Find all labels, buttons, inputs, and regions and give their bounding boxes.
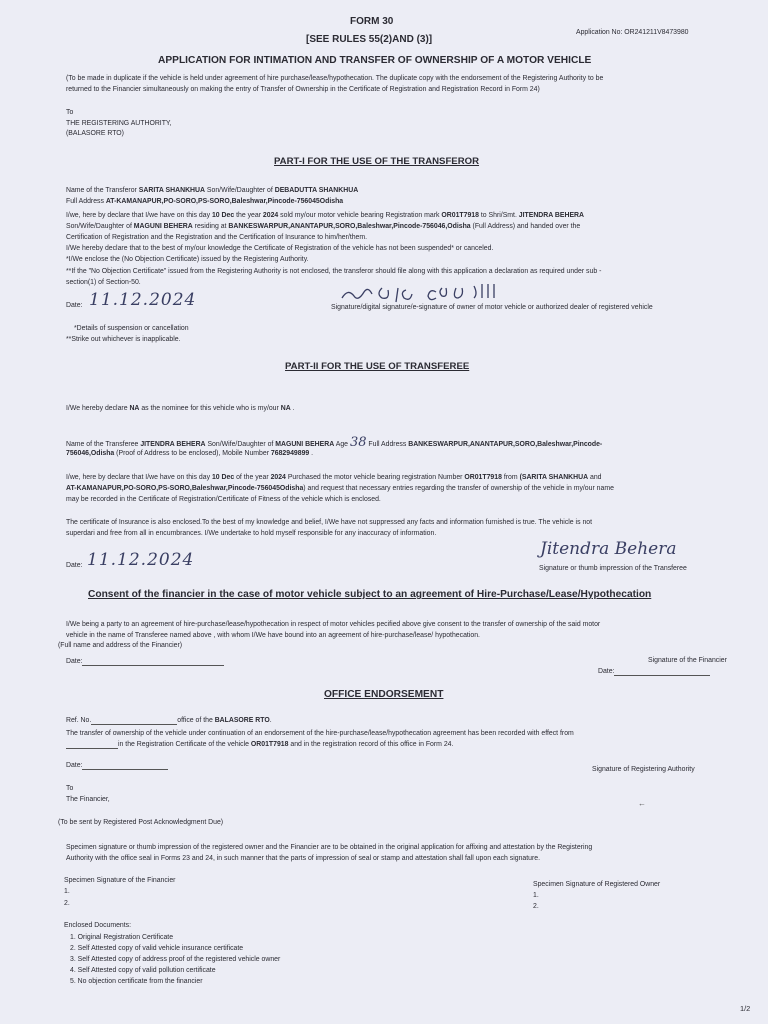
office-ref-blank	[91, 716, 177, 725]
specimen-financier-1: 1.	[64, 888, 70, 895]
enclosed-heading: Enclosed Documents:	[64, 922, 132, 929]
part2-insurance-line-1: The certificate of Insurance is also enclosed.To the best of my knowledge and belief, I/We have not suppressed any facts and information furnished is true. The vehicle is not	[66, 519, 593, 526]
enclosed-item: 2. Self Attested copy of valid vehicle insurance certificate	[70, 945, 244, 952]
part1-heading: PART-I FOR THE USE OF THE TRANSFEROR	[274, 156, 480, 167]
office-heading: OFFICE ENDORSEMENT	[324, 689, 444, 700]
consent-date-2-blank	[614, 667, 710, 676]
office-ref-line: Ref. No. office of the BALASORE RTO.	[66, 717, 272, 724]
office-registered-post: (To be sent by Registered Post Acknowledgment Due)	[58, 819, 224, 826]
part2-signature-label: Signature or thumb impression of the Transferee	[539, 565, 687, 572]
office-line-2: in the Registration Certificate of the vehicle OR01T7918 and in the registration record of this office in Form 24.	[66, 740, 453, 749]
part1-date-label: Date:	[66, 302, 83, 309]
application-number: Application No: OR241211V8473980	[576, 29, 689, 36]
form-note-line-1: (To be made in duplicate if the vehicle is held under agreement of hire purchase/lease/hypothecation. The duplicate copy with the endorsement of the Registering Authority to be	[66, 75, 604, 82]
form-number: FORM 30	[350, 16, 394, 27]
part1-address-line: Full Address AT-KAMANAPUR,PO-SORO,PS-SORO,Baleshwar,Pincode-756045Odisha	[66, 198, 344, 205]
part1-date-value: 11.12.2024	[89, 290, 197, 310]
addressee-to: To	[66, 109, 74, 116]
part1-transferor-line: Name of the Transferor SARITA SHANKHUA Son/Wife/Daughter of DEBADUTTA SHANKHUA	[66, 187, 359, 194]
office-financier: The Financier,	[66, 796, 110, 803]
office-to: To	[66, 785, 74, 792]
consent-signature-label: Signature of the Financier	[648, 657, 727, 664]
part2-transferee-line-2: 756046,Odisha (Proof of Address to be enclosed), Mobile Number 7682949899 .	[66, 450, 314, 457]
enclosed-item: 5. No objection certificate from the financier	[70, 978, 203, 985]
office-date-line	[82, 761, 168, 770]
specimen-financier-2: 2.	[64, 900, 70, 907]
part1-declaration-line-5: *I/We enclose the (No Objection Certificate) issued by the Registering Authority.	[66, 256, 309, 263]
part1-declaration-line-7: section(1) of Section-50.	[66, 279, 141, 286]
part1-footnote-1: *Details of suspension or cancellation	[74, 325, 189, 332]
part1-declaration-line-4: I/We hereby declare that to the best of my/our knowledge the Certificate of Registration of the vehicle has not been suspended* or canceled.	[66, 245, 494, 252]
form-note-line-2: returned to the Financier simultaneously on making the entry of Transfer of Ownership in the Certificate of Registration and Registration Record in Form 24)	[66, 86, 540, 93]
form-title: APPLICATION FOR INTIMATION AND TRANSFER OF OWNERSHIP OF A MOTOR VEHICLE	[158, 55, 592, 66]
part1-declaration-line-2: Son/Wife/Daughter of MAGUNI BEHERA residing at BANKESWARPUR,ANANTAPUR,SORO,Baleshwar,Pincode-756046,Odisha (Full Address) and handed over the	[66, 223, 581, 230]
part1-footnote-2: **Strike out whichever is inapplicable.	[66, 336, 181, 343]
consent-line-3: (Full name and address of the Financier)	[58, 642, 183, 649]
addressee-authority: THE REGISTERING AUTHORITY,	[66, 120, 172, 127]
part1-declaration-line-1: I/we, here by declare that I/we have on this day 10 Dec the year 2024 sold my/our motor vehicle bearing Registration mark OR01T7918 to Shri/Smt. JITENDRA BEHERA	[66, 212, 584, 219]
part2-heading: PART-II FOR THE USE OF TRANSFEREE	[285, 361, 470, 372]
part2-declaration-line-2: AT-KAMANAPUR,PO-SORO,PS-SORO,Baleshwar,Pincode-756045Odisha) and request that necessary entries regarding the transfer of ownership of the vehicle in my/our name	[66, 485, 614, 492]
specimen-financier-label: Specimen Signature of the Financier	[64, 877, 176, 884]
enclosed-item: 3. Self Attested copy of address proof of the registered vehicle owner	[70, 956, 281, 963]
office-date: Date:	[66, 761, 168, 770]
consent-date-2: Date:	[598, 667, 710, 676]
part1-declaration-line-6: **If the "No Objection Certificate" issued from the Registering Authority is not enclosed, the transferor should file along with this application a declaration as required under sub -	[66, 268, 602, 275]
consent-date-blank	[82, 657, 224, 666]
arrow-mark-icon: ←	[638, 799, 646, 808]
part2-insurance-line-2: superdari and free from all in encumbrances. I/We undertake to hold myself responsible for any inaccuracy of information.	[66, 530, 437, 537]
consent-line-2: vehicle in the name of Transferee named above , with whom I/We have bound into an agreement of hire-purchase/lease/ hypothecation.	[66, 632, 480, 639]
specimen-owner-2: 2.	[533, 903, 539, 910]
part2-date-value: 11.12.2024	[87, 550, 195, 570]
part2-date-label: Date:	[66, 562, 83, 569]
transferee-signature: Jitendra Behera	[540, 539, 677, 559]
office-date-blank	[66, 740, 118, 749]
office-line-1: The transfer of ownership of the vehicle under continuation of an endorsement of the hire-purchase/lease/hypothecation agreement has been recorded with effect from	[66, 730, 574, 737]
specimen-note-1: Specimen signature or thumb impression of the registered owner and the Financier are to be obtained in the original application for affixing and attestation by the Registering	[66, 844, 593, 851]
enclosed-item: 1. Original Registration Certificate	[70, 934, 174, 941]
part2-nominee-line: I/We hereby declare NA as the nominee for this vehicle who is my/our NA .	[66, 405, 295, 412]
form-rules: [SEE RULES 55(2)AND (3)]	[306, 34, 433, 45]
consent-line-1: I/We being a party to an agreement of hire-purchase/lease/hypothecation in respect of motor vehicles pecified above give consent to the transfer of ownership of the said motor	[66, 621, 601, 628]
part2-transferee-line-1: Name of the Transferee JITENDRA BEHERA Son/Wife/Daughter of MAGUNI BEHERA Age 38 Full Address BANKESWARPUR,ANANTAPUR,SORO,Baleshwar,Pincode-	[66, 435, 603, 450]
consent-heading: Consent of the financier in the case of motor vehicle subject to an agreement of Hire-Purchase/Lease/Hypothecation	[88, 589, 652, 600]
part2-declaration-line-3: may be recorded in the Certificate of Registration/Certificate of Fitness of the vehicle which is enclosed.	[66, 496, 381, 503]
enclosed-item: 4. Self Attested copy of valid pollution certificate	[70, 967, 216, 974]
specimen-owner-label: Specimen Signature of Registered Owner	[533, 881, 661, 888]
part1-declaration-line-3: Certification of Registration and the Registration and the Certification of Insurance to him/her/them.	[66, 234, 368, 241]
part2-age-value: 38	[349, 435, 367, 450]
consent-date: Date:	[66, 657, 224, 666]
specimen-note-2: Authority with the office seal in Forms 23 and 24, in such manner that the parts of impression of seal or stamp and attestation shall fall upon each signature.	[66, 855, 541, 862]
specimen-owner-1: 1.	[533, 892, 539, 899]
page-number: 1/2	[740, 1004, 751, 1013]
addressee-office: (BALASORE RTO)	[66, 130, 124, 137]
part1-signature-label: Signature/digital signature/e-signature of owner of motor vehicle or authorized dealer of registered vehicle	[331, 304, 653, 311]
office-signature-label: Signature of Registering Authority	[592, 766, 695, 773]
part2-declaration-line-1: I/we, here by declare that I/we have on this day 10 Dec of the year 2024 Purchased the motor vehicle bearing registration Number OR01T7918 from (SARITA SHANKHUA and	[66, 474, 602, 481]
